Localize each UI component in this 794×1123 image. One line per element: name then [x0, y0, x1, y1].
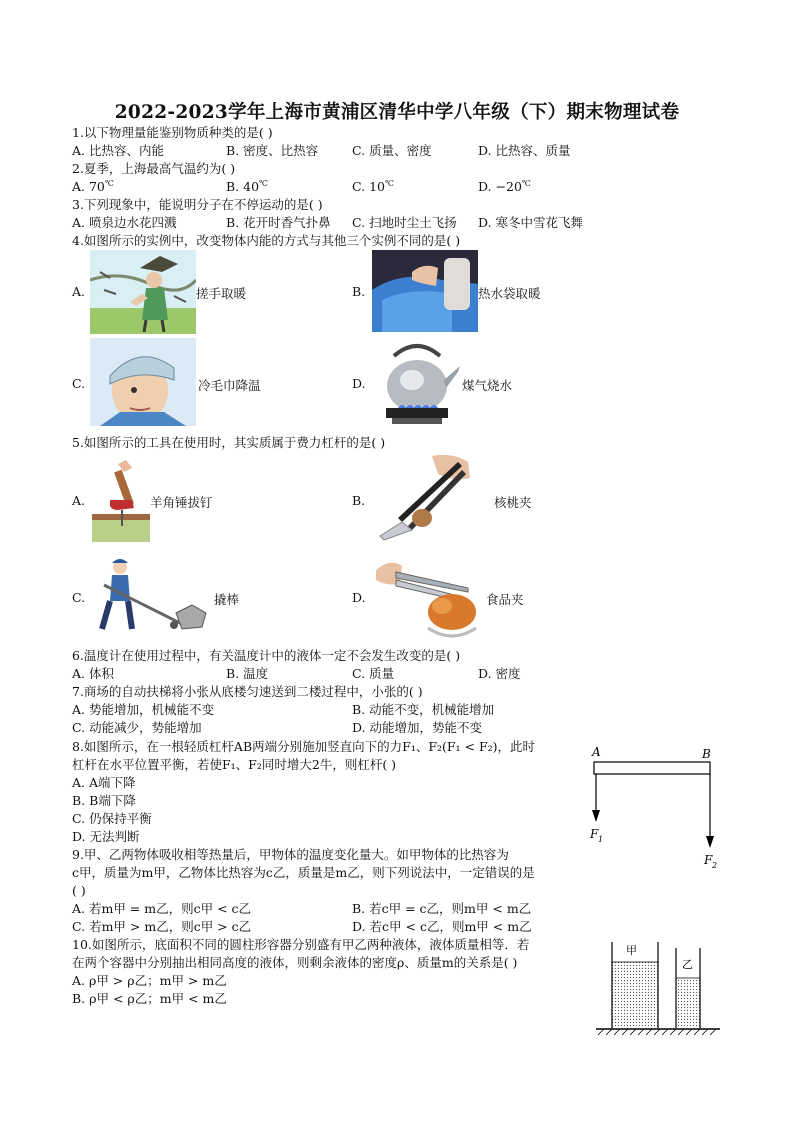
q6-option-d[interactable]: D. 密度: [478, 666, 521, 681]
q4-option-d-caption: 煤气烧水: [462, 378, 513, 393]
q6-option-b[interactable]: B. 温度: [226, 666, 269, 681]
q4-option-a-caption: 搓手取暖: [196, 286, 247, 301]
q10-stem-line1: 10.如图所示，底面积不同的圆柱形容器分别盛有甲乙两种液体，液体质量相等．若: [72, 937, 530, 952]
q10-option-a[interactable]: A. ρ甲 > ρ乙；m甲 > m乙: [72, 973, 227, 988]
q7-option-a[interactable]: A. 势能增加，机械能不变: [72, 702, 214, 717]
q4-option-b-letter[interactable]: B.: [352, 284, 366, 299]
q9-stem-line3: ( ): [72, 883, 86, 898]
q2-option-c-text: C. 10: [352, 179, 385, 194]
q10-label-jia: 甲: [626, 944, 637, 957]
q2-option-b-unit: ℃: [259, 179, 268, 188]
q10-containers-figure: [596, 940, 722, 1038]
q8-stem-line1: 8.如图所示，在一根轻质杠杆AB两端分别施加竖直向下的力F₁、F₂(F₁ < F₂)，此时: [72, 739, 536, 754]
q10-label-yi: 乙: [682, 958, 693, 971]
q5-option-b-letter[interactable]: B.: [352, 493, 366, 508]
q1-option-c[interactable]: C. 质量、密度: [352, 143, 432, 158]
q8-label-f2-sub: 2: [712, 861, 718, 870]
q5-image-food-tongs: [372, 552, 480, 640]
q2-option-a-unit: ℃: [104, 179, 114, 188]
q5-image-crowbar: [90, 555, 210, 637]
q4-option-b-caption: 热水袋取暖: [478, 286, 541, 301]
q2-option-d-unit: ℃: [521, 179, 531, 188]
q3-option-a[interactable]: A. 喷泉边水花四溅: [72, 215, 177, 230]
q1-stem: 1.以下物理量能鉴别物质种类的是( ): [72, 125, 273, 140]
q8-label-a: A: [592, 745, 601, 759]
q8-label-f2: F: [704, 853, 713, 867]
q3-stem: 3.下列现象中，能说明分子在不停运动的是( ): [72, 197, 323, 212]
q8-option-b[interactable]: B. B端下降: [72, 793, 136, 808]
q7-stem: 7.商场的自动扶梯将小张从底楼匀速送到二楼过程中，小张的( ): [72, 684, 423, 699]
q4-image-gas-kettle: [372, 336, 462, 428]
q8-option-a[interactable]: A. A端下降: [72, 775, 136, 790]
q3-option-c[interactable]: C. 扫地时尘土飞扬: [352, 215, 457, 230]
q4-stem: 4.如图所示的实例中，改变物体内能的方式与其他三个实例不同的是( ): [72, 233, 461, 248]
q10-option-b[interactable]: B. ρ甲 < ρ乙；m甲 < m乙: [72, 991, 227, 1006]
q9-stem-line2: c甲，质量为m甲，乙物体比热容为c乙，质量是m乙，则下列说法中，一定错误的是: [72, 865, 535, 880]
q4-image-hot-water-bag: [372, 250, 478, 332]
q4-option-c-letter[interactable]: C.: [72, 376, 86, 391]
page-title: 2022-2023学年上海市黄浦区清华中学八年级（下）期末物理试卷: [114, 102, 680, 123]
q8-option-d[interactable]: D. 无法判断: [72, 829, 140, 844]
q8-lever-figure: [584, 742, 724, 876]
q2-option-c[interactable]: [352, 178, 394, 195]
q2-option-d[interactable]: [478, 178, 531, 195]
q9-option-d[interactable]: D. 若c甲 < c乙，则m甲 < m乙: [352, 919, 532, 934]
q6-option-a[interactable]: A. 体积: [72, 666, 114, 681]
q1-option-b[interactable]: B. 密度、比热容: [226, 143, 319, 158]
q2-stem: 2.夏季，上海最高气温约为( ): [72, 161, 236, 176]
q6-stem: 6.温度计在使用过程中，有关温度计中的液体一定不会发生改变的是( ): [72, 648, 461, 663]
q5-option-c-caption: 撬棒: [214, 592, 240, 607]
q4-image-cold-towel: [90, 338, 196, 426]
q5-image-nutcracker: [372, 452, 490, 544]
q1-option-d[interactable]: D. 比热容、质量: [478, 143, 571, 158]
q4-option-d-letter[interactable]: D.: [352, 376, 366, 391]
q8-option-c[interactable]: C. 仍保持平衡: [72, 811, 152, 826]
q2-option-b-text: B. 40: [226, 179, 260, 194]
q2-option-b[interactable]: [226, 178, 268, 195]
q3-option-d[interactable]: D. 寒冬中雪花飞舞: [478, 215, 584, 230]
q8-stem-line2: 杠杆在水平位置平衡，若使F₁、F₂同时增大2牛，则杠杆( ): [72, 757, 397, 772]
q8-label-f1-sub: 1: [598, 835, 604, 844]
q5-option-a-caption: 羊角锤拔钉: [150, 495, 213, 510]
q2-option-a-text: A. 70: [72, 179, 105, 194]
q5-stem: 5.如图所示的工具在使用时，其实质属于费力杠杆的是( ): [72, 435, 386, 450]
q2-option-a[interactable]: [72, 178, 114, 195]
q7-option-b[interactable]: B. 动能不变，机械能增加: [352, 702, 495, 717]
q4-image-rubbing-hands: [90, 250, 196, 334]
q5-image-claw-hammer: [92, 456, 150, 542]
q4-option-c-caption: 冷毛巾降温: [198, 378, 261, 393]
q5-option-a-letter[interactable]: A.: [72, 493, 86, 508]
q7-option-d[interactable]: D. 动能增加，势能不变: [352, 720, 483, 735]
q3-option-b[interactable]: B. 花开时香气扑鼻: [226, 215, 331, 230]
q6-option-c[interactable]: C. 质量: [352, 666, 395, 681]
q1-option-a[interactable]: A. 比热容、内能: [72, 143, 164, 158]
q8-label-f1: F: [590, 827, 599, 841]
q10-stem-line2: 在两个容器中分别抽出相同高度的液体，则剩余液体的密度ρ、质量m的关系是( ): [72, 955, 518, 970]
q9-option-b[interactable]: B. 若c甲 = c乙，则m甲 < m乙: [352, 901, 532, 916]
q5-option-c-letter[interactable]: C.: [72, 590, 86, 605]
q9-option-a[interactable]: A. 若m甲 = m乙，则c甲 < c乙: [72, 901, 252, 916]
q5-option-d-caption: 食品夹: [486, 592, 524, 607]
q8-label-b: B: [702, 747, 711, 761]
q5-option-d-letter[interactable]: D.: [352, 590, 366, 605]
q5-option-b-caption: 核桃夹: [494, 495, 532, 510]
q9-option-c[interactable]: C. 若m甲 > m乙，则c甲 > c乙: [72, 919, 252, 934]
q9-stem-line1: 9.甲、乙两物体吸收相等热量后，甲物体的温度变化量大。如甲物体的比热容为: [72, 847, 509, 862]
q7-option-c[interactable]: C. 动能减少，势能增加: [72, 720, 202, 735]
q2-option-c-unit: ℃: [384, 179, 394, 188]
q4-option-a-letter[interactable]: A.: [72, 284, 86, 299]
q2-option-d-text: D. −20: [478, 179, 522, 194]
